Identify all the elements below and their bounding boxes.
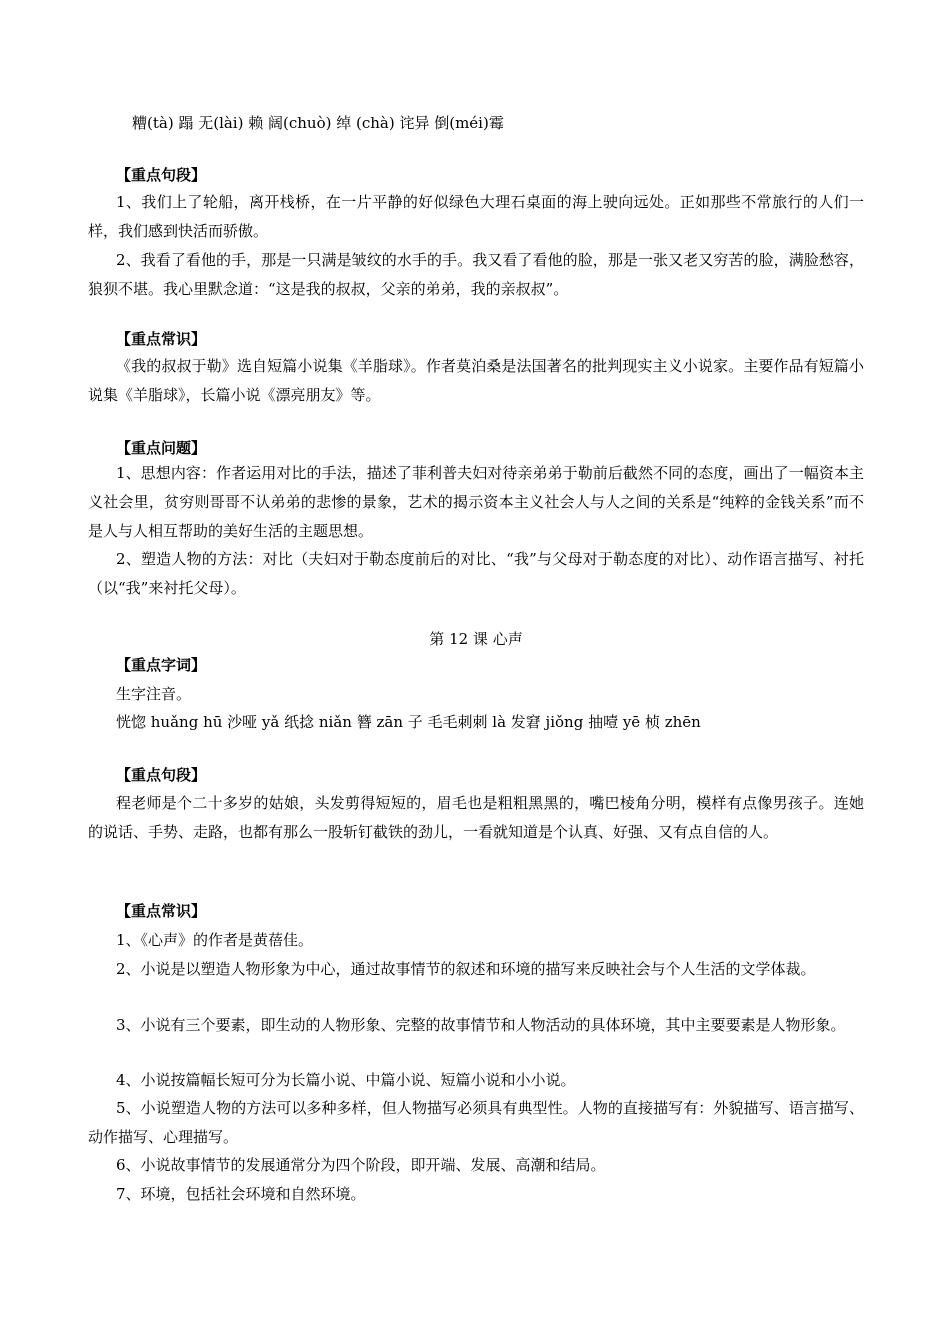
sentence-1: 1、我们上了轮船，离开栈桥，在一片平静的好似绿色大理石桌面的海上驶向远处。正如那些不常旅行的人们一样，我们感到快活而骄傲。: [88, 193, 864, 240]
knowledge-3: 3、小说有三个要素，即生动的人物形象、完整的故事情节和人物活动的具体环境，其中主要要素是人物形象。: [116, 1016, 846, 1034]
knowledge-7: 7、环境，包括社会环境和自然环境。: [116, 1185, 366, 1203]
question-1: 1、思想内容：作者运用对比的手法，描述了菲利普夫妇对待亲弟弟于勒前后截然不同的态度，画出了一幅资本主义社会里，贫穷则哥哥不认弟弟的悲惨的景象，艺术的揭示资本主义社会人与人之间的关系是“纯粹的金钱关系”而不是人与人相互帮助的美好生活的主题思想。: [88, 464, 864, 540]
knowledge-paragraph: 《我的叔叔于勒》选自短篇小说集《羊脂球》。作者莫泊桑是法国著名的批判现实主义小说家。主要作品有短篇小说集《羊脂球》，长篇小说《漂亮朋友》等。: [88, 357, 864, 404]
phonetic-label: 生字注音。: [116, 685, 192, 703]
question-2: 2、塑造人物的方法：对比（夫妇对于勒态度前后的对比、“我”与父母对于勒态度的对比）、动作语言描写、衬托（以“我”来衬托父母）。: [88, 550, 864, 597]
pinyin-line: 糟(tà) 蹋 无(lài) 赖 阔(chuò) 绰 (chà) 诧异 倒(méi)霉: [132, 114, 504, 132]
knowledge-4: 4、小说按篇幅长短可分为长篇小说、中篇小说、短篇小说和小小说。: [116, 1071, 576, 1089]
phonetic-line: 恍惚 huǎng hū 沙哑 yǎ 纸捻 niǎn 簪 zān 子 毛毛刺刺 là 发窘 jiǒng 抽噎 yē 桢 zhēn: [116, 713, 701, 731]
heading-key-knowledge-2: 【重点常识】: [116, 902, 207, 920]
knowledge-1: 1、《心声》的作者是黄蓓佳。: [116, 931, 314, 949]
heading-key-sentences-1: 【重点句段】: [116, 166, 207, 184]
sentence-paragraph: 程老师是个二十多岁的姑娘，头发剪得短短的，眉毛也是粗粗黑黑的，嘴巴棱角分明，模样有点像男孩子。连她的说话、手势、走路，也都有那么一股斩钉截铁的劲儿，一看就知道是个认真、好强、又有点自信的人。: [88, 794, 864, 841]
heading-key-words: 【重点字词】: [116, 656, 207, 674]
knowledge-5: 5、小说塑造人物的方法可以多种多样，但人物描写必须具有典型性。人物的直接描写有：外貌描写、语言描写、动作描写、心理描写。: [88, 1099, 864, 1146]
knowledge-6: 6、小说故事情节的发展通常分为四个阶段，即开端、发展、高潮和结局。: [116, 1156, 606, 1174]
heading-key-sentences-2: 【重点句段】: [116, 766, 207, 784]
knowledge-2: 2、小说是以塑造人物形象为中心，通过故事情节的叙述和环境的描写来反映社会与个人生活的文学体裁。: [116, 960, 816, 978]
heading-key-questions: 【重点问题】: [116, 439, 207, 457]
heading-key-knowledge-1: 【重点常识】: [116, 330, 207, 348]
lesson-title: 第 12 课 心声: [429, 630, 523, 648]
sentence-2: 2、我看了看他的手，那是一只满是皱纹的水手的手。我又看了看他的脸，那是一张又老又穷苦的脸，满脸愁容，狼狈不堪。我心里默念道：“这是我的叔叔，父亲的弟弟，我的亲叔叔”。: [88, 251, 864, 298]
